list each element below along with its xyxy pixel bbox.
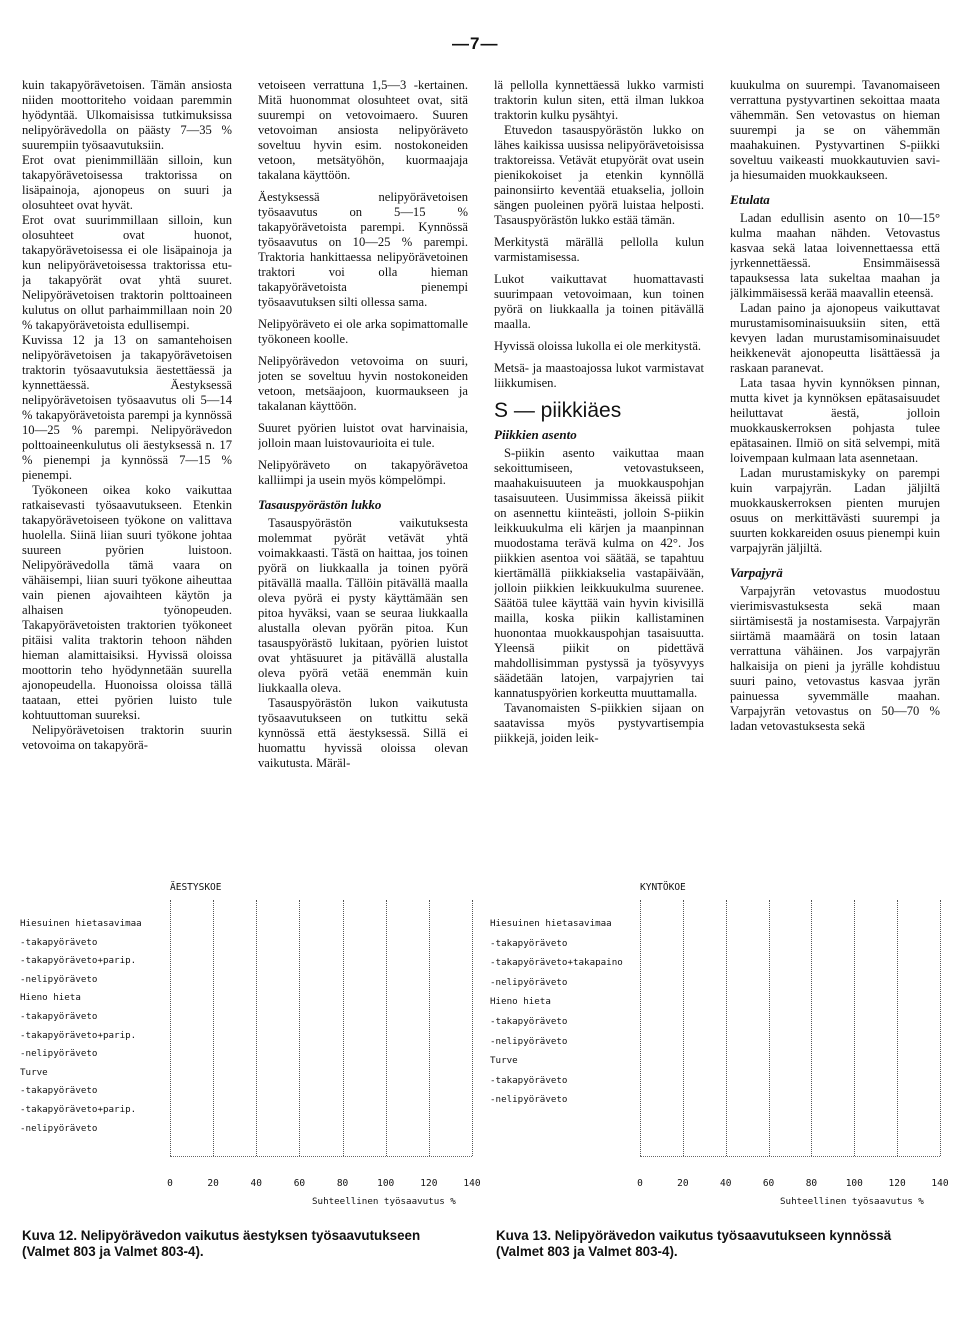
row-label: -takapyöräveto [20,936,98,948]
row-label: Turve [490,1055,518,1067]
section-heading: Piikkien asento [494,427,577,442]
grid-line [213,900,214,1156]
x-tick-label: 20 [207,1178,219,1189]
text-column-2 [258,78,468,868]
text-column-3 [494,78,704,868]
paragraph: Suuret pyörien luistot ovat harvinaisia, jolloin maan luistovaurioita ei tule. [258,421,468,450]
x-axis-label: Suhteellinen työsaavutus % [312,1196,456,1207]
row-label: -takapyöräveto [490,937,568,949]
row-label: -nelipyöräveto [490,1035,568,1047]
paragraph: Tavanomaisten S-piikkien sijaan on saatavissa myös pystyvartisempia piikkejä, joiden leik- [494,701,704,745]
row-label: -nelipyöräveto [20,973,98,985]
x-tick-label: 0 [167,1178,173,1189]
paragraph: Tasauspyörästön vaikutuksesta molemmat pyörät vetävät yhtä voimakkaasti. Tästä on haittaa, jos toinen pyörä on liukkaalla ja toinen pyörä pitävällä maalla. Tällöin pitävällä maalla oleva pyörä ei pysty käyttämään sen pitoa hyväksi, vaan se seuraa liukkaalla alustalla olevan pyörän pitoa. Kun tasauspyörästö lukitaan, pyörien luistot ovat yhtäsuuret ja pitävällä alustalla oleva pyörä vetää enemmän kuin liukkaalla oleva. [258,516,468,695]
paragraph: Ladan murustamiskyky on parempi kuin varpajyrän. Ladan jäljiltä muokkauskerroksen pienten murujen osuus on merkittävästi suurempi ja suurten kokkareiden osuus pienempi kuin varpajyrän jäljiltä. [730,466,940,555]
row-label: -takapyöräveto [490,1016,568,1027]
grid-line [170,900,171,1156]
x-tick-label: 60 [762,1178,775,1189]
row-label: -nelipyöräveto [20,1048,98,1060]
row-label: Hiesuinen hietasavimaa [20,918,142,929]
grid-line [299,900,300,1156]
paragraph: kuin takapyörävetoisen. Tämän ansiosta niiden moottoriteho voidaan paremmin hyödyntää. Ulkomaisissa tutkimuksissa nelipyörävedolla on päästy 7—35 % suurempiin työsaavutuksiin. [22,78,232,152]
paragraph: Erot ovat pienimmillään silloin, kun takapyörävetoisessa traktorissa on lisäpainoja, ajonopeus on suuri ja olosuhteet ovat hyvät. [22,153,232,212]
row-label: -takapyöräveto [20,1085,98,1097]
chart-kyntokoe [490,882,949,1210]
grid-line [683,900,684,1156]
paragraph: Lata tasaa hyvin kynnöksen pinnan, mutta kivet ja kynnöksen epätasaisuudet heiluttavat äestä, jolloin muokkauskerroksen pohjasta tulee epätasainen. Ilmiö on sitä selvempi, mitä loivempaan kulmaan lata asennetaan. [730,376,940,465]
x-tick-label: 120 [888,1178,906,1189]
page-number: —7— [452,34,499,53]
x-tick-label: 80 [805,1178,818,1189]
x-tick-label: 140 [463,1178,481,1189]
section-heading: Varpajyrä [730,565,783,580]
grid-line [472,900,473,1156]
paragraph: Erot ovat suurimmillaan silloin, kun olosuhteet ovat huonot, takapyörävetoisessa ei ole lisäpainoja ja kun nelipyörävetoisessa traktorissa etu- ja takapyörät ovat yhtä suuret. Nelipyörävetoisen traktorin polttoaineen kulutus on ollut parhaimmillaan noin 20 % takapyörävetoista edullisempi. [22,213,232,332]
paragraph: Nelipyöräveto ei ole arka sopimattomalle työkoneen koolle. [258,317,468,346]
row-label: -takapyöräveto+parip. [20,955,137,967]
x-tick-label: 80 [336,1178,349,1189]
x-tick-label: 100 [377,1178,395,1189]
paragraph: Nelipyörävetoisen traktorin suurin vetovoima on takapyörä- [22,723,232,752]
row-label: -takapyöräveto [20,1011,98,1022]
row-label: Hieno hieta [20,992,81,1004]
chart-aestyskoe [20,882,481,1210]
paragraph: kuukulma on suurempi. Tavanomaiseen verrattuna pystyvartinen sekoittaa maata vähemmän. Sen vetovastus on hieman suurempi ja se on vähemmän maahakuinen. Pystyvartinen S-piikki soveltuu vaikeasti muokkautuvien savi- ja hiesumaiden muokkaukseen. [730,78,940,182]
text-column-1 [22,78,232,868]
paragraph: Ladan paino ja ajonopeus vaikuttavat murustamisominaisuuksiin siten, että kevyen ladan murustamisominaisuudet heikkenevät ajonopeutta lisättäessä ja raskaan paranevat. [730,301,940,375]
paragraph: Metsä- ja maastoajossa lukot varmistavat liikkumisen. [494,361,704,390]
grid-line [811,900,812,1156]
paragraph: Äestyksessä nelipyörävetoisen työsaavutus on 5—15 % takapyörävetoista parempi. Kynnössä työsaavutus on 10—25 % parempi. Traktoria hankittaessa nelipyörävetoinen traktori voi olla hieman takapyörävetoista pienempi työsaavutuksen silti ollessa sama. [258,190,468,309]
paragraph: S-piikin asento vaikuttaa maan sekoittumiseen, vetovastukseen, maahakuisuuteen ja muokkauspohjan tasaisuuteen. Uusimmissa äkeissä piikit on asennettu kiinteästi, jolloin S-piikin leikkuukulma eli kärjen ja maanpinnan muodostama terävä kulma on 42°. Jos piikkien asentoa voi säätää, se tapahtuu kiertämällä piikkiakselia vastapäivään, jolloin piikkien leikkuukulma suurenee. Säätöä tulee käyttää vain hyvin kivisillä mailla, koska piikin kallistaminen huonontaa muokkauspohjan tasaisuutta. Yleensä piikit on pidettävä mahdollisimman pystyssä ja työsyvyys säädetään latojen, varpajyrien tai kannatuspyörien korkeutta muuttamalla. [494,446,704,700]
paragraph: vetoiseen verrattuna 1,5—3 -kertainen. Mitä huonommat olosuhteet ovat, sitä suurempi on vetovoimaero. Suuren vetovoiman ansiosta nelipyöräveto soveltuu hyvin esim. nostokoneiden vetoon, metsätyöhön, kuormaajaja takalana käyttöön. [258,78,468,182]
paragraph: lä pellolla kynnettäessä lukko varmisti traktorin kulun siten, että ilman lukkoa traktorin kulku pysähtyi. [494,78,704,122]
figure-caption-13: Kuva 13. Nelipyörävedon vaikutus työsaavutukseen kynnössä (Valmet 803 ja Valmet 803-4). [496,1228,892,1259]
row-label: -takapyöräveto [490,1074,568,1086]
paragraph: Tasauspyörästön lukon vaikutusta työsaavutukseen on tutkittu sekä kynnössä että äestyksessä. Sillä ei huomattu hyvissä oloissa olevan vaikutusta. Märäl- [258,696,468,770]
grid-line [343,900,344,1156]
paragraph: Varpajyrän vetovastus muodostuu vierimisvastuksesta sekä maan siirtämisestä ja nostamisesta. Varpajyrän siirtämä maamäärä on tosin lataan verrattuna vähäinen. Jos varpajyrän halkaisija on pieni ja jyrälle kohdistuu suuri paino, vetovastus kasvaa jyrän painuessa syvemmälle maahan. Varpajyrän vetovastus on 50—70 % ladan vetovastuksesta sekä [730,584,940,733]
paragraph: Merkitystä märällä pellolla kulun varmistamisessa. [494,235,704,264]
x-tick-label: 100 [845,1178,863,1189]
row-label: Hieno hieta [490,996,551,1008]
section-heading: Tasauspyörästön lukko [258,497,382,512]
paragraph: Työkoneen oikea koko vaikuttaa ratkaisevasti työsaavutukseen. Etenkin takapyörävetoiseen työkone on valittava huolella. Siinä liian suuri työkone johtaa suureen pyörien luistoon. Nelipyörävedolla tämä vaara on vähäisempi, liian suuri työkone aiheuttaa vain pienen ajovaihteen käytön ja alhaisen työnopeuden. Takapyörävetoisten traktorien työkoneet pitäisi valita traktorin tehoon nähden hieman alamittaisiksi. Hyvissä oloissa moottorin teho hyödynnetään suurella ajonopeudella. Huonoissa oloissa tällä taataan, ettei pyörien luisto tule kohtuuttoman suureksi. [22,483,232,722]
grid-line [769,900,770,1156]
x-axis [170,1156,472,1157]
chart-title: ÄESTYSKOE [170,882,222,893]
grid-line [429,900,430,1156]
x-axis-label: Suhteellinen työsaavutus % [780,1196,924,1207]
paragraph: Lukot vaikuttavat huomattavasti suurimpaan vetovoimaan, kun toinen pyörä on liukkaalla ja toinen pitävällä maalla. [494,272,704,331]
chart-title: KYNTÖKOE [640,882,686,893]
x-axis [640,1156,940,1157]
x-tick-label: 120 [420,1178,438,1189]
section-title: S — piikkiäes [494,399,622,422]
grid-line [940,900,941,1156]
row-label: -takapyöräveto+parip. [20,1104,137,1115]
paragraph: Etuvedon tasauspyörästön lukko on lähes kaikissa uusissa nelipyörävetoisissa traktoreissa. Vetävät etupyörät ovat usein pienikokoiset ja etenkin kynnöllä painonsiirto keventää etuakselia, jolloin sängen puoleinen pyörä luistaa helposti. Tasauspyörästön lukko estää tämän. [494,123,704,227]
x-tick-label: 60 [293,1178,306,1189]
figure-caption-12: Kuva 12. Nelipyörävedon vaikutus äestyksen työsaavutukseen (Valmet 803 ja Valmet 803-4). [22,1228,421,1259]
grid-line [256,900,257,1156]
x-tick-label: 0 [637,1178,643,1189]
paragraph: Ladan edullisin asento on 10—15° kulma maahan nähden. Vetovastus kasvaa sekä lataa loivennettaessa että jyrkennettäessä. Ensimmäisessä tapauksessa lata sukeltaa maahan ja jälkimmäisessä kerää maavallin eteensä. [730,211,940,300]
section-heading: Etulata [730,192,770,207]
paragraph: Nelipyörävedon vetovoima on suuri, joten se soveltuu hyvin nostokoneiden vetoon, metsäajoon, kuormaukseen ja takalanan käyttöön. [258,354,468,413]
paragraph: Kuvissa 12 ja 13 on samantehoisen nelipyörävetoisen ja takapyörävetoisen traktorin työsaavutuksia äestettäessä ja kynnettäessä. Äestyksessä nelipyörävetoisen työsaavutus oli 5—14 % takapyörävetoista parempi ja kynnössä 10—25 % parempi. Nelipyörävedon polttoaineenkulutus oli äestyksessä n. 17 % pienempi ja kynnössä 7—15 % pienempi. [22,333,232,482]
paragraph: Nelipyöräveto on takapyörävetoa kalliimpi ja usein myös kömpelömpi. [258,458,468,487]
grid-line [854,900,855,1156]
x-tick-label: 20 [677,1178,689,1189]
row-label: -nelipyöräveto [490,976,568,988]
row-label: Hiesuinen hietasavimaa [490,918,612,929]
x-tick-label: 40 [719,1178,732,1189]
row-label: -nelipyöräveto [20,1122,98,1134]
row-label: -takapyöräveto+parip. [20,1029,137,1041]
text-column-4 [730,78,940,868]
grid-line [386,900,387,1156]
paragraph: Hyvissä oloissa lukolla ei ole merkitystä. [494,339,702,353]
row-label: Turve [20,1066,48,1078]
x-tick-label: 140 [931,1178,949,1189]
x-tick-label: 40 [250,1178,263,1189]
grid-line [897,900,898,1156]
grid-line [726,900,727,1156]
grid-line [640,900,641,1156]
row-label: -takapyöräveto+takapaino [490,957,623,969]
row-label: -nelipyöräveto [490,1094,568,1106]
